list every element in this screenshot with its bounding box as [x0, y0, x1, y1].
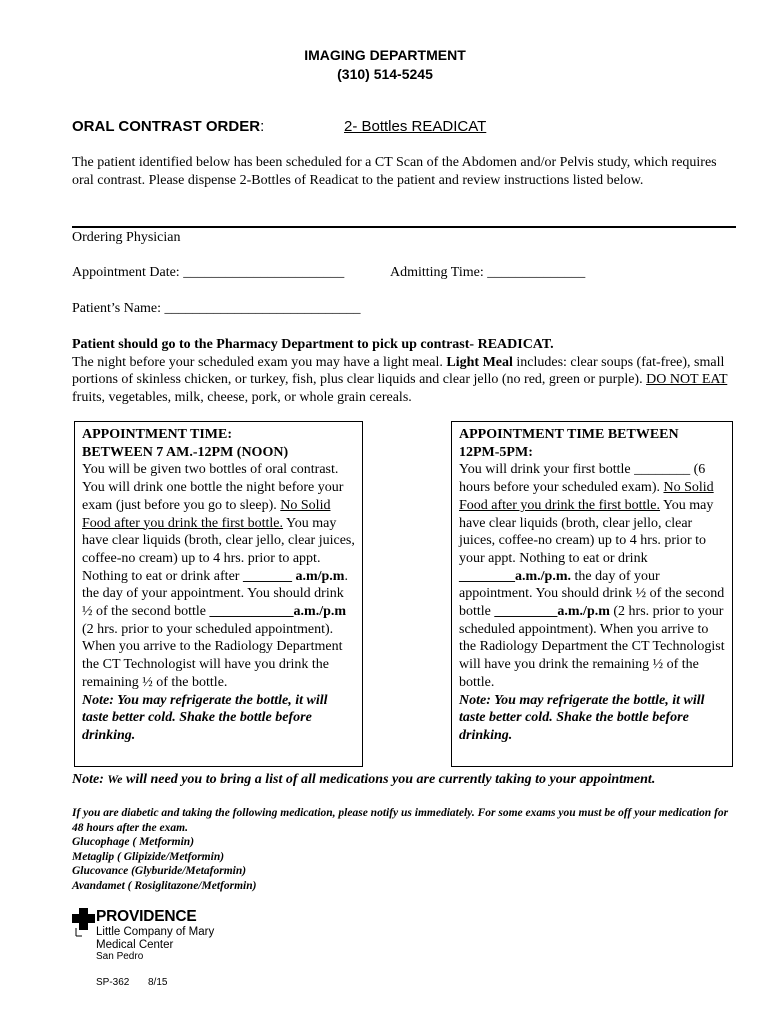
morning-box-text-3: . the day of your appointment. You should drink ½ of the second bottle	[82, 568, 348, 620]
medications-note-prefix: Note:	[72, 772, 108, 787]
logo-line-2: Medical Center	[96, 939, 174, 951]
afternoon-box-text-2: You may have clear liquids (broth, clear jello, clear juices, coffee-no cream) up to 4 hrs. prior to your appt. Nothing to eat or drink	[459, 497, 714, 566]
morning-box-blank-1: _______ a.m/p.m	[242, 568, 345, 584]
morning-box-body	[82, 461, 356, 691]
providence-logo-subtitle	[96, 926, 214, 952]
ordering-physician-field: Ordering Physician	[72, 230, 181, 245]
morning-appointment-box	[74, 421, 363, 767]
afternoon-box-text-4: (2 hrs. prior to your scheduled appointment). When you arrive to the Radiology Department the CT Technologist will have you drink the remaining ½ of the bottle.	[459, 604, 725, 690]
morning-box-text-4: (2 hrs. prior to your scheduled appointment). When you arrive to the Radiology Department the CT Technologist will have you drink the remaining ½ of the bottle.	[82, 621, 343, 690]
morning-box-text-1: You will be given two bottles of oral contrast. You will drink one bottle the night before your exam (just before you go to sleep).	[82, 462, 344, 513]
afternoon-box-blank-2: _________a.m./p.m	[494, 604, 610, 620]
department-title: IMAGING DEPARTMENT	[304, 47, 466, 63]
do-not-eat-label: DO NOT EAT	[646, 372, 728, 387]
diabetic-medication-section	[72, 806, 736, 894]
appointment-date-field: Appointment Date: _______________________	[72, 265, 345, 280]
light-meal-intro: The night before your scheduled exam you may have a light meal.	[72, 354, 447, 370]
medications-note-we: We	[107, 772, 123, 786]
afternoon-box-text-3: the day of your appointment. You should drink ½ of the second bottle	[459, 568, 725, 620]
medications-note	[72, 772, 655, 788]
medication-item: Metaglip ( Glipizide/Metformin)	[72, 850, 225, 863]
medication-item: Avandamet ( Rosiglitazone/Metformin)	[72, 879, 257, 892]
morning-box-blank-2: ____________a.m./p.m	[209, 604, 347, 620]
order-label-colon: :	[260, 118, 265, 135]
patient-name-field: Patient’s Name: ____________________________	[72, 301, 361, 316]
afternoon-box-no-solid-food: No Solid Food after you drink the first bottle.	[459, 480, 714, 513]
afternoon-box-note: Note: You may refrigerate the bottle, it will taste better cold. Shake the bottle before drinking.	[459, 692, 705, 743]
afternoon-box-body	[459, 461, 726, 691]
afternoon-appointment-box	[451, 421, 733, 767]
order-value: 2- Bottles READICAT	[344, 118, 487, 135]
providence-logo-name: PROVIDENCE	[96, 908, 197, 925]
medications-note-text: will need you to bring a list of all medications you are currently taking to your appointment.	[122, 772, 656, 787]
light-meal-label: Light Meal	[446, 354, 513, 370]
diabetic-intro: If you are diabetic and taking the following medication, please notify us immediately. For some exams you must be off your medication for 48 hours after the exam.	[72, 807, 729, 834]
intro-paragraph: The patient identified below has been scheduled for a CT Scan of the Abdomen and/or Pelvis study, which requires oral contrast. Please dispense 2-Bottles of Readicat to the patient and review instructions listed below.	[72, 155, 717, 188]
light-meal-instructions	[72, 354, 736, 407]
light-meal-details: includes: clear soups (fat-free), small portions of skinless chicken, or turkey, fish, plus clear liquids and clear jello (no red, green or purple).	[72, 354, 725, 387]
afternoon-box-subtitle: 12PM-5PM:	[459, 444, 533, 460]
morning-box-no-solid-food: No Solid Food after you drink the first bottle.	[82, 497, 331, 531]
order-label	[72, 118, 264, 135]
department-phone: (310) 514-5245	[337, 66, 433, 82]
morning-box-note: Note: You may refrigerate the bottle, it will taste better cold. Shake the bottle before drinking.	[82, 692, 328, 743]
order-label-text: ORAL CONTRAST ORDER	[72, 118, 261, 135]
afternoon-box-title: APPOINTMENT TIME BETWEEN	[459, 427, 679, 442]
medication-item: Glucophage ( Metformin)	[72, 836, 195, 849]
providence-logo-city: San Pedro	[96, 951, 144, 962]
pharmacy-instructions	[72, 336, 736, 406]
logo-line-1: Little Company of Mary	[96, 926, 215, 938]
do-not-eat-list: fruits, vegetables, milk, cheese, pork, or whole grain cereals.	[72, 389, 412, 405]
admitting-time-field: Admitting Time: ______________	[390, 265, 586, 280]
morning-box-title: APPOINTMENT TIME:	[82, 427, 232, 442]
morning-box-subtitle: BETWEEN 7 AM.-12PM (NOON)	[82, 444, 289, 460]
providence-cross-icon	[72, 906, 96, 938]
divider	[72, 226, 736, 228]
pharmacy-heading: Patient should go to the Pharmacy Department to pick up contrast- READICAT.	[72, 337, 554, 352]
morning-box-text-2: You may have clear liquids (broth, clear jello, clear juices, coffee-no cream) up to 4 hrs. prior to appt. Nothing to eat or drink after	[82, 515, 355, 584]
form-date: 8/15	[148, 977, 168, 988]
medication-item: Glucovance (Glyburide/Metaformin)	[72, 865, 247, 878]
form-number: SP-362	[96, 977, 130, 988]
afternoon-box-blank-1: ________a.m./p.m.	[459, 568, 571, 584]
afternoon-box-text-1: You will drink your first bottle ________ (6 hours before your scheduled exam).	[459, 462, 706, 496]
